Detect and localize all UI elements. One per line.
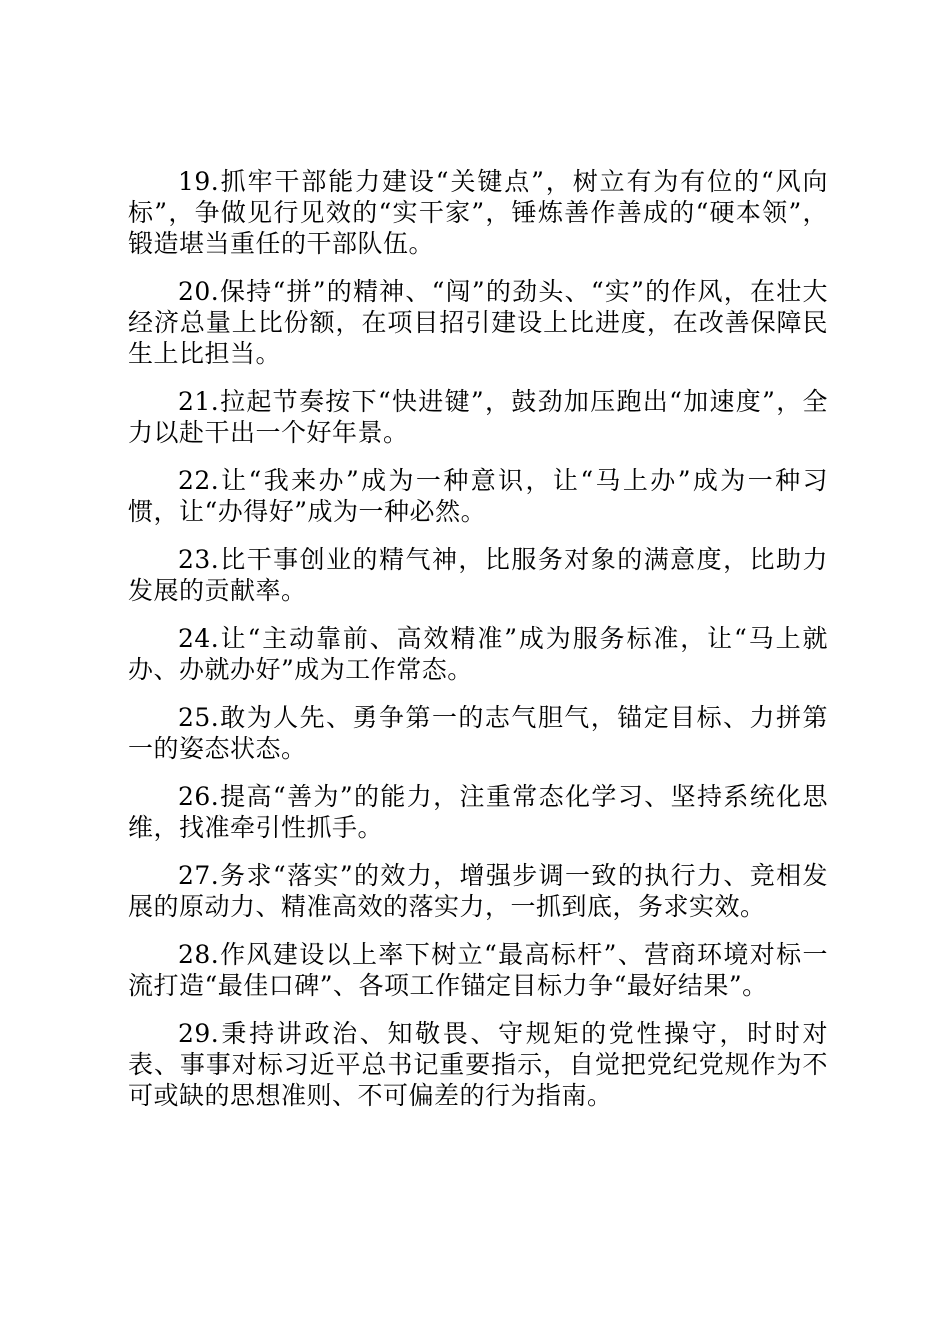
paragraph-27: 27.务求“落实”的效力，增强步调一致的执行力、竞相发展的原动力、精准高效的落实力，一抓到底，务求实效。	[128, 861, 828, 921]
paragraph-29: 29.秉持讲政治、知敬畏、守规矩的党性操守，时时对表、事事对标习近平总书记重要指示，自觉把党纪党规作为不可或缺的思想准则、不可偏差的行为指南。	[128, 1019, 828, 1110]
paragraph-21: 21.拉起节奏按下“快进键”，鼓劲加压跑出“加速度”，全力以赴干出一个好年景。	[128, 387, 828, 447]
paragraph-28: 28.作风建设以上率下树立“最高标杆”、营商环境对标一流打造“最佳口碑”、各项工作锚定目标力争“最好结果”。	[128, 940, 828, 1000]
document-body	[128, 166, 828, 1128]
paragraph-25: 25.敢为人先、勇争第一的志气胆气，锚定目标、力拼第一的姿态状态。	[128, 703, 828, 763]
paragraph-20: 20.保持“拼”的精神、“闯”的劲头、“实”的作风，在壮大经济总量上比份额，在项目招引建设上比进度，在改善保障民生上比担当。	[128, 277, 828, 368]
paragraph-22: 22.让“我来办”成为一种意识，让“马上办”成为一种习惯，让“办得好”成为一种必然。	[128, 466, 828, 526]
paragraph-19: 19.抓牢干部能力建设“关键点”，树立有为有位的“风向标”，争做见行见效的“实干家”，锤炼善作善成的“硬本领”，锻造堪当重任的干部队伍。	[128, 167, 828, 258]
paragraph-24: 24.让“主动靠前、高效精准”成为服务标准，让“马上就办、办就办好”成为工作常态。	[128, 624, 828, 684]
paragraph-23: 23.比干事创业的精气神，比服务对象的满意度，比助力发展的贡献率。	[128, 545, 828, 605]
paragraph-26: 26.提高“善为”的能力，注重常态化学习、坚持系统化思维，找准牵引性抓手。	[128, 782, 828, 842]
